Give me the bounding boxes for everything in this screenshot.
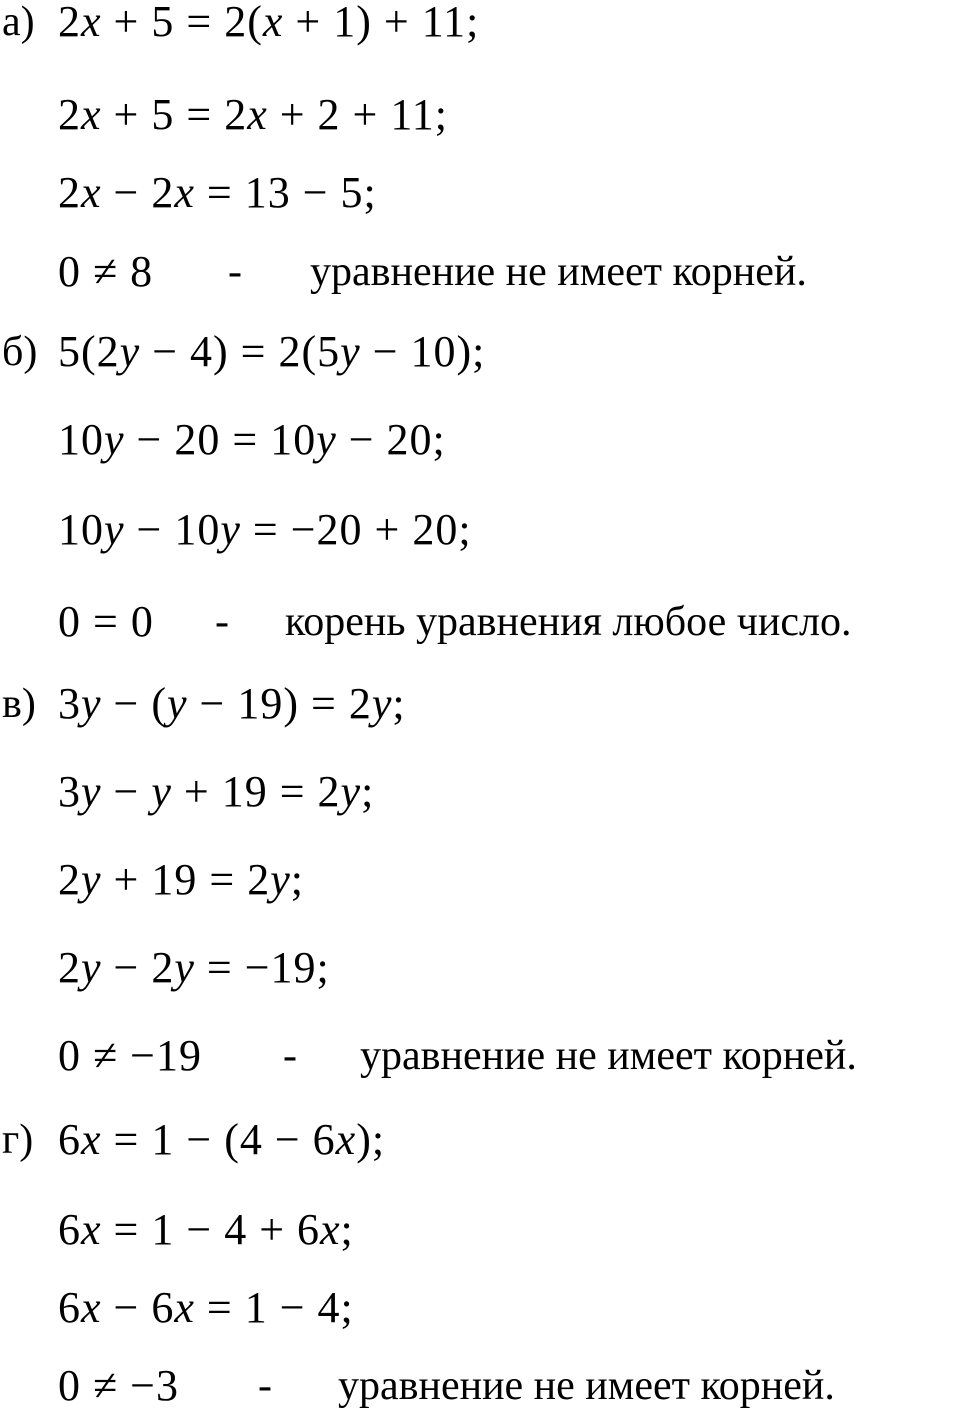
equation: 2x + 5 = 2x + 2 + 11; bbox=[58, 90, 448, 139]
equation: 0 = 0 bbox=[58, 597, 154, 646]
conclusion-text: корень уравнения любое число. bbox=[285, 599, 852, 645]
part-c-label: в) bbox=[2, 681, 36, 727]
part-a-label: а) bbox=[2, 0, 35, 45]
equation: 2x + 5 = 2(x + 1) + 11; bbox=[58, 0, 480, 46]
conclusion-text: уравнение не имеет корней. bbox=[310, 249, 807, 295]
equation: 5(2y − 4) = 2(5y − 10); bbox=[58, 327, 486, 376]
dash: - bbox=[228, 249, 242, 295]
equation: 3y − (y − 19) = 2y; bbox=[58, 679, 406, 728]
conclusion-text: уравнение не имеет корней. bbox=[360, 1033, 857, 1079]
dash: - bbox=[258, 1363, 272, 1409]
dash: - bbox=[215, 599, 229, 645]
equation: 10y − 20 = 10y − 20; bbox=[58, 415, 446, 464]
equation: 6x = 1 − (4 − 6x); bbox=[58, 1115, 386, 1164]
equation: 6x = 1 − 4 + 6x; bbox=[58, 1205, 354, 1254]
equation: 0 ≠ −19 bbox=[58, 1031, 202, 1080]
equation: 0 ≠ 8 bbox=[58, 247, 154, 296]
equation: 2y + 19 = 2y; bbox=[58, 855, 304, 904]
equation: 2x − 2x = 13 − 5; bbox=[58, 168, 377, 217]
conclusion-text: уравнение не имеет корней. bbox=[338, 1363, 835, 1409]
part-b-label: б) bbox=[2, 329, 38, 375]
dash: - bbox=[283, 1033, 297, 1079]
equation: 10y − 10y = −20 + 20; bbox=[58, 505, 472, 554]
equation: 2y − 2y = −19; bbox=[58, 943, 330, 992]
equation: 3y − y + 19 = 2y; bbox=[58, 767, 375, 816]
part-d-label: г) bbox=[2, 1117, 34, 1163]
equation: 6x − 6x = 1 − 4; bbox=[58, 1283, 354, 1332]
equation: 0 ≠ −3 bbox=[58, 1361, 179, 1410]
